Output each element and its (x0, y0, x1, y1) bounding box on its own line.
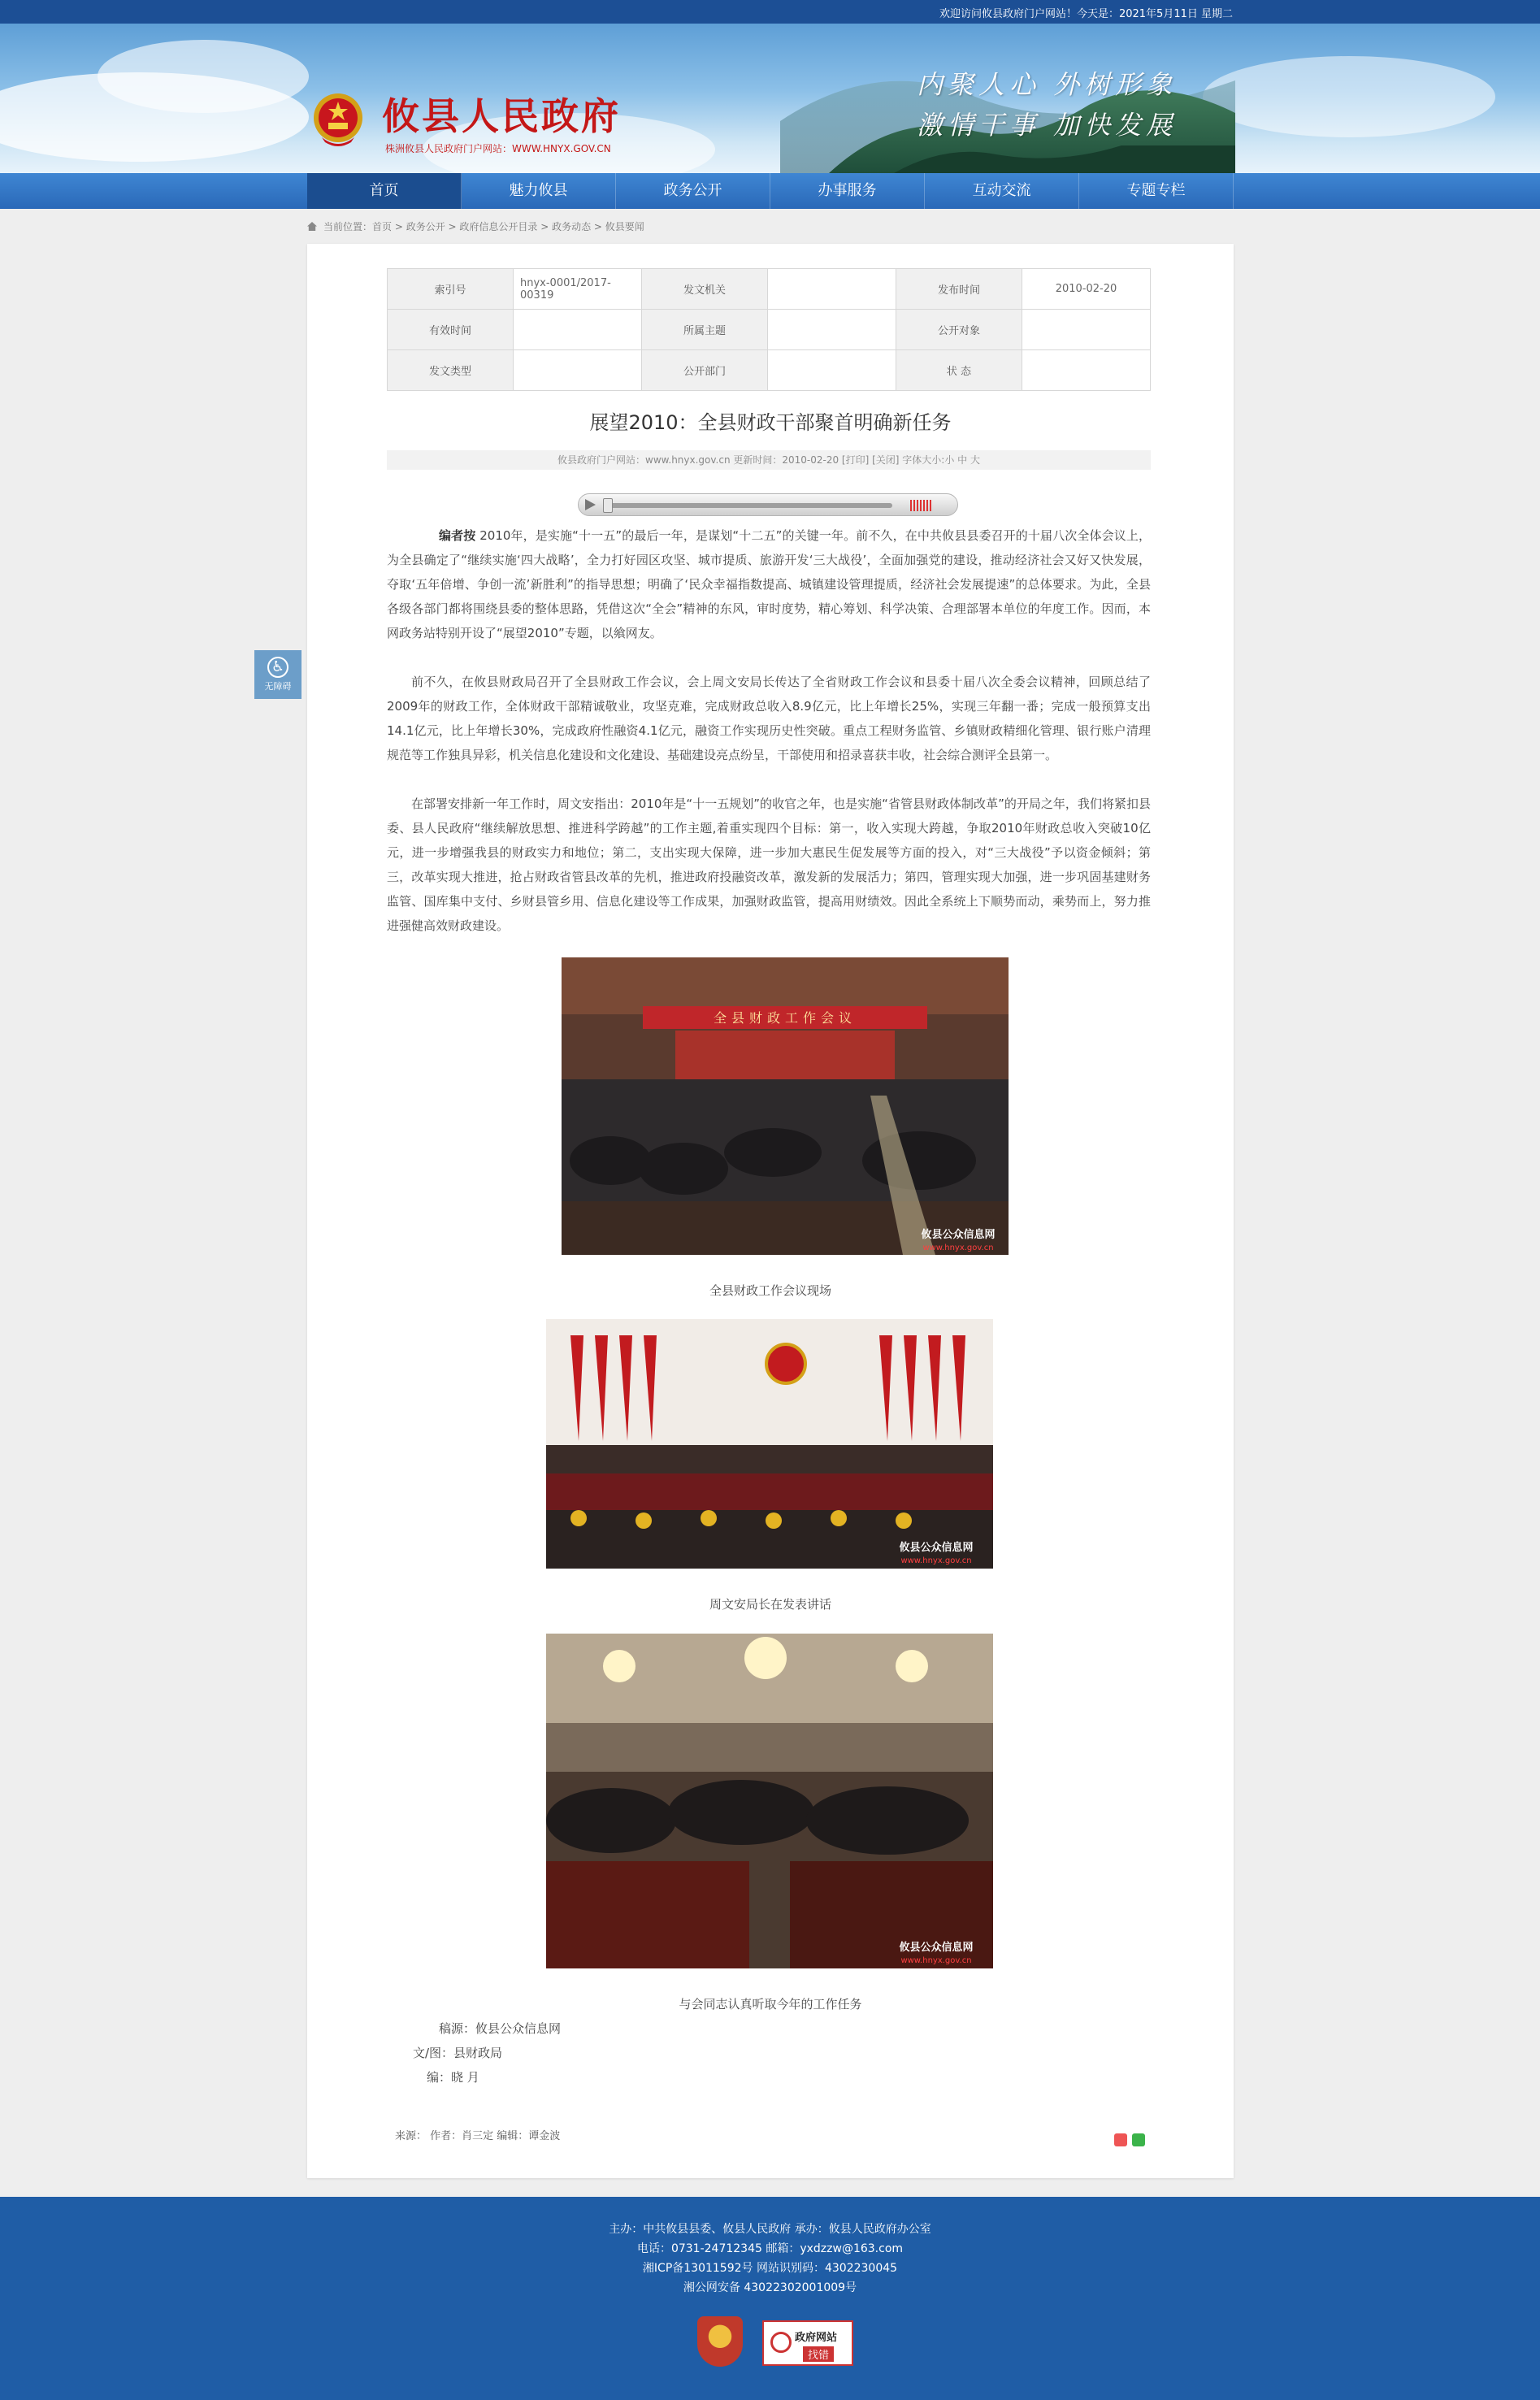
badge-error-label: 找错 (803, 2346, 834, 2362)
meta-value (1022, 310, 1151, 350)
slogan-line-1: 内聚人心 外树形象 (917, 69, 1178, 100)
photo-caption-1: 全县财政工作会议现场 (709, 1283, 831, 1298)
photo-watermark-url: www.hnyx.gov.cn (900, 1956, 972, 1965)
podium-image (546, 1319, 993, 1569)
magnifier-icon (770, 2332, 792, 2353)
meta-value (514, 350, 642, 391)
meta-value: 2010-02-20 (1022, 269, 1151, 310)
meeting-hall-image (562, 957, 1009, 1255)
article-footline: 来源： 作者：肖三定 编辑：谭金波 (395, 2130, 561, 2142)
site-title: 攸县人民政府 (382, 94, 621, 138)
nav-item-home[interactable]: 首页 (307, 173, 462, 209)
photo-watermark: 攸县公众信息网 (921, 1229, 996, 1241)
footer-police-record[interactable]: 湘公网安备 43022302001009号 (683, 2281, 857, 2294)
credit-source: 稿源：攸县公众信息网 (439, 2021, 562, 2036)
photo-banner-text: 全县财政工作会议 (713, 1010, 857, 1026)
meta-label: 发文类型 (388, 350, 514, 391)
article-paragraph: 在部署安排新一年工作时，周文安指出：2010年是“十一五规划”的收官之年，也是实施“省管县财政体制改革”的开局之年，我们将紧扣县委、县人民政府“继续解放思想、推进科学跨越”的工作主题,着重实现四个目标：第一，收入实现大跨越，争取2010年财政总收入突破10亿元，进一步增强我县的财政实力和地位；第二，支出实现大保障，进一步加大惠民生促发展等方面的投入，对“三大战役”予以资金倾斜；第三，改革实现大推进，抢占财政省管县改革的先机，推进政府投融资改革，激发新的发展活力；第四，管理实现大加强，进一步巩固基建财务监管、国库集中支付、乡财县管乡用、信息化建设等工作成果，加强财政监管，提高用财绩效。因此全系统上下顺势而动，乘势而上，努力推进强健高效财政建设。 (387, 796, 1151, 933)
photo-watermark-url: www.hnyx.gov.cn (922, 1243, 994, 1252)
meta-label: 公开部门 (642, 350, 768, 391)
photo-watermark-url: www.hnyx.gov.cn (900, 1556, 972, 1565)
volume-icon[interactable] (910, 500, 931, 511)
article-panel (307, 244, 1234, 2178)
photo-caption-2: 周文安局长在发表讲话 (709, 1597, 831, 1612)
meta-value: hnyx-0001/2017-00319 (514, 269, 642, 310)
nav-item-gov-affairs[interactable]: 政务公开 (616, 173, 770, 209)
nav-item-topics[interactable]: 专题专栏 (1079, 173, 1234, 209)
meeting-photo-1 (562, 957, 1009, 1255)
meta-label: 发布时间 (896, 269, 1022, 310)
cloud-shape (98, 40, 309, 113)
meeting-photo-3 (546, 1634, 993, 1968)
nav-item-charm[interactable]: 魅力攸县 (462, 173, 616, 209)
breadcrumb-path[interactable]: 首页 > 政务公开 > 政府信息公开目录 > 政务动态 > 攸县要闻 (372, 221, 644, 232)
meta-label: 状 态 (896, 350, 1022, 391)
badge-label: 政府网站 (795, 2332, 838, 2344)
accessibility-label: 无障碍 (264, 681, 292, 692)
play-icon[interactable] (585, 499, 596, 510)
credit-author: 文/图：县财政局 (413, 2046, 503, 2060)
meta-value (1022, 350, 1151, 391)
editor-note-text: 2010年，是实施“十一五”的最后一年，是谋划“十二五”的关键一年。前不久，在中共攸县县委召开的十届八次全体会议上，为全县确定了“继续实施‘四大战略’，全力打好园区攻坚、城市提质、旅游开发‘三大战役’，全面加强党的建设，推动经济社会又好又快发展，夺取‘五年倍增、争创一流’新胜利”的指导思想；明确了‘民众幸福指数提高、城镇建设管理提质，经济社会发展提速”的总体要求。为此，全县各级各部门都将围绕县委的整体思路，凭借这次“全会”精神的东风，审时度势，精心筹划、科学决策、合理部署本单位的年度工作。因而，本网政务站特别开设了“展望2010”专题，以飨网友。 (387, 528, 1151, 640)
breadcrumb-label: 当前位置： (323, 221, 373, 232)
audience-image (546, 1634, 993, 1968)
nav-item-interaction[interactable]: 互动交流 (925, 173, 1079, 209)
meta-label: 公开对象 (896, 310, 1022, 350)
meta-label: 索引号 (388, 269, 514, 310)
footer-contact: 电话：0731-24712345 邮箱：yxdzzw@163.com (636, 2242, 904, 2255)
article-paragraph: 前不久，在攸县财政局召开了全县财政工作会议，会上周文安局长传达了全省财政工作会议和县委十届八次全委会议精神，回顾总结了2009年的财政工作，全体财政干部精诚敬业，攻坚克难，完成财政总收入8.9亿元，比上年增长25%，实现三年翻一番；完成一般预算支出14.1亿元，比上年增长30%，完成政府性融资4.1亿元，融资工作实现历史性突破。重点工程财务监管、乡镇财政精细化管理、银行账户清理规范等工作独具异彩，机关信息化建设和文化建设、基础建设亮点纷呈，干部使用和招录喜获丰收，社会综合测评全县第一。 (387, 675, 1151, 762)
audio-progress-handle[interactable] (603, 498, 613, 513)
site-banner (0, 24, 1540, 173)
meta-label: 所属主题 (642, 310, 768, 350)
main-nav (0, 173, 1540, 209)
editor-note (387, 523, 1151, 645)
weibo-share-icon[interactable] (1114, 2133, 1127, 2146)
meta-value (514, 310, 642, 350)
audio-player (578, 493, 958, 516)
wechat-share-icon[interactable] (1132, 2133, 1145, 2146)
slogan-line-2: 激情干事 加快发展 (917, 110, 1178, 141)
cloud-shape (1203, 56, 1495, 137)
national-emblem-icon (312, 92, 364, 149)
welcome-text: 欢迎访问攸县政府门户网站！今天是：2021年5月11日 星期二 (939, 8, 1233, 20)
nav-item-services[interactable]: 办事服务 (770, 173, 925, 209)
photo-watermark: 攸县公众信息网 (899, 1542, 974, 1554)
metadata-table (387, 268, 1151, 391)
footer-sponsor: 主办：中共攸县县委、攸县人民政府 承办：攸县人民政府办公室 (609, 2223, 931, 2236)
meta-label: 有效时间 (388, 310, 514, 350)
meta-value (768, 310, 896, 350)
site-subtitle: 株洲攸县人民政府门户网站：WWW.HNYX.GOV.CN (385, 143, 611, 154)
breadcrumb (307, 219, 644, 233)
top-bar (0, 0, 1540, 24)
article-title: 展望2010：全县财政干部聚首明确新任务 (589, 411, 952, 434)
meeting-photo-2 (546, 1319, 993, 1569)
meta-label: 发文机关 (642, 269, 768, 310)
article-info-bar[interactable]: 攸县政府门户网站：www.hnyx.gov.cn 更新时间：2010-02-20 [打印] [关闭] 字体大小:小 中 大 (387, 450, 1151, 470)
wheelchair-icon: ♿ (267, 657, 288, 678)
home-icon (307, 222, 317, 231)
meta-value (768, 350, 896, 391)
meta-value (768, 269, 896, 310)
footer-icp[interactable]: 湘ICP备13011592号 网站识别码：4302230045 (642, 2262, 898, 2275)
party-gov-badge-icon[interactable] (697, 2316, 743, 2367)
accessibility-button[interactable] (254, 650, 301, 699)
credit-editor: 编：晓 月 (427, 2070, 479, 2085)
editor-note-label: 编者按 (439, 528, 476, 543)
audio-progress-track[interactable] (608, 503, 892, 508)
photo-caption-3: 与会同志认真听取今年的工作任务 (679, 1997, 862, 2012)
site-footer (0, 2197, 1540, 2400)
photo-watermark: 攸县公众信息网 (899, 1942, 974, 1954)
gov-site-error-report-badge[interactable] (762, 2320, 853, 2366)
